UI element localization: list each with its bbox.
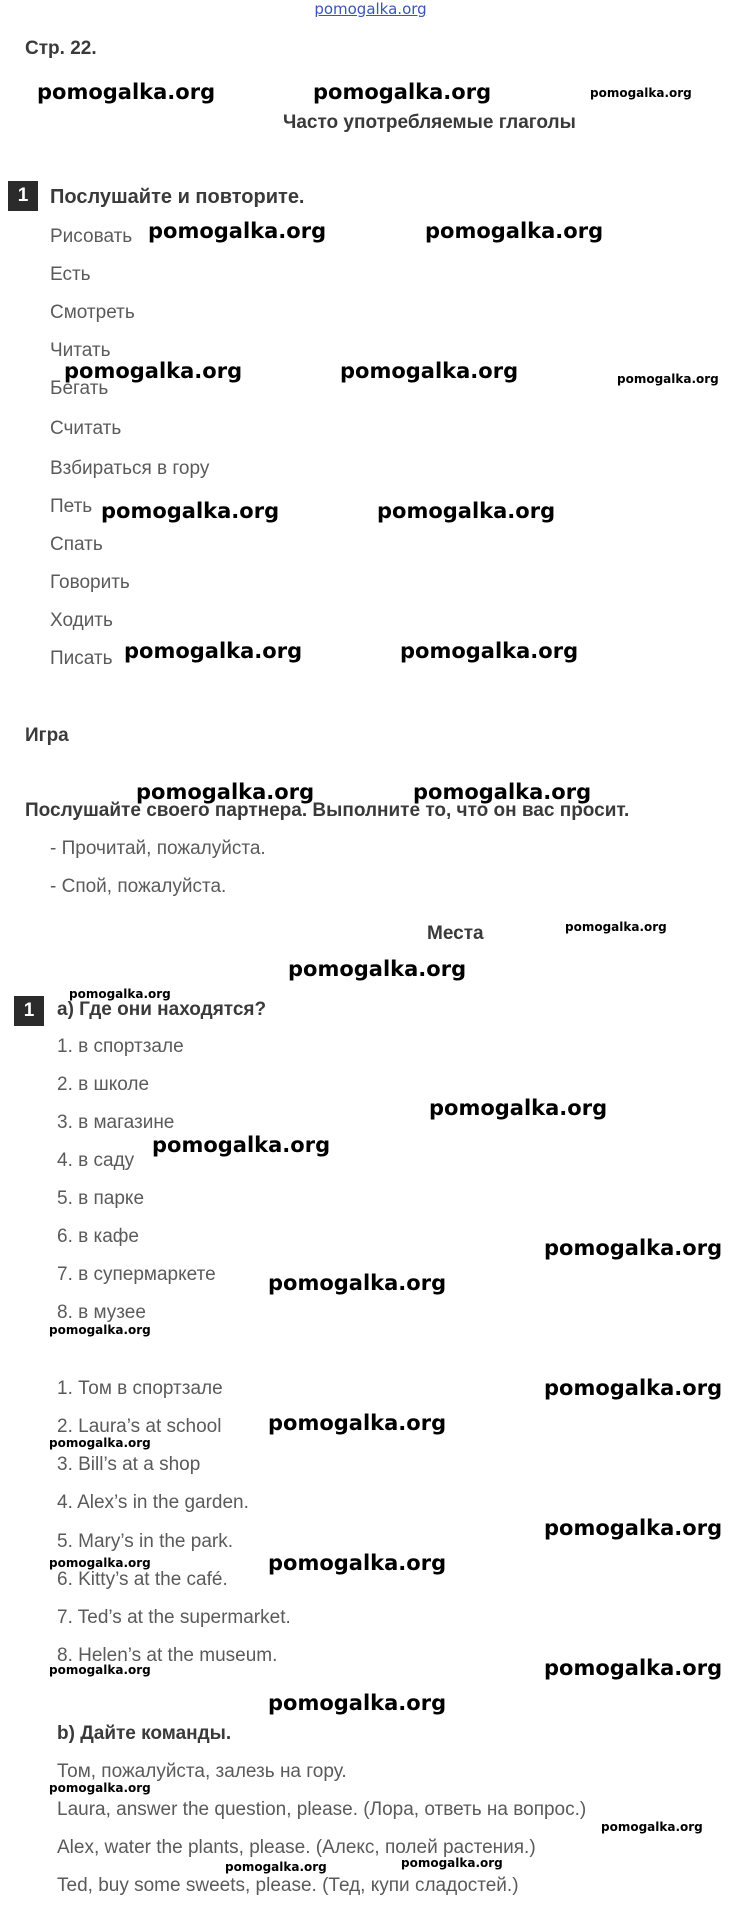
game-line: - Прочитай, пожалуйста. — [50, 838, 266, 859]
watermark: pomogalka.org — [268, 1691, 447, 1715]
exercise-number: 1 — [8, 181, 38, 211]
command-line: Laura, answer the question, please. (Лора, ответь на вопрос.) — [57, 1799, 587, 1820]
place-item: 2. в школе — [57, 1074, 150, 1095]
watermark: pomogalka.org — [124, 639, 303, 663]
watermark: pomogalka.org — [148, 219, 327, 243]
place-item: 3. в магазине — [57, 1112, 175, 1133]
place-item: 4. в саду — [57, 1150, 135, 1171]
watermark: pomogalka.org — [49, 1323, 151, 1337]
place-item: 6. в кафе — [57, 1226, 139, 1247]
verb-item: Есть — [50, 264, 91, 285]
verb-item: Говорить — [50, 572, 130, 593]
watermark: pomogalka.org — [101, 499, 280, 523]
verb-item: Рисовать — [50, 226, 133, 247]
watermark: pomogalka.org — [429, 1096, 608, 1120]
answer-item: 5. Mary’s in the park. — [57, 1531, 234, 1552]
verb-item: Считать — [50, 418, 122, 439]
command-line: Ted, buy some sweets, please. (Тед, купи сладостей.) — [57, 1875, 519, 1896]
exercise-instruction: Послушайте и повторите. — [50, 186, 305, 208]
verb-item: Взбираться в гору — [50, 458, 210, 479]
watermark: pomogalka.org — [544, 1516, 723, 1540]
watermark: pomogalka.org — [544, 1376, 723, 1400]
watermark: pomogalka.org — [288, 957, 467, 981]
watermark: pomogalka.org — [544, 1236, 723, 1260]
watermark: pomogalka.org — [49, 1556, 151, 1570]
place-item: 1. в спортзале — [57, 1036, 184, 1057]
watermark: pomogalka.org — [49, 1436, 151, 1450]
part-a-heading: а) Где они находятся? — [57, 999, 267, 1020]
watermark: pomogalka.org — [617, 372, 719, 386]
watermark: pomogalka.org — [136, 780, 315, 804]
watermark: pomogalka.org — [590, 86, 692, 100]
verb-item: Писать — [50, 648, 113, 669]
watermark: pomogalka.org — [64, 359, 243, 383]
verb-item: Петь — [50, 496, 93, 517]
part-b-heading: b) Дайте команды. — [57, 1723, 232, 1744]
watermark: pomogalka.org — [340, 359, 519, 383]
verb-item: Читать — [50, 340, 111, 361]
verb-item: Бегать — [50, 378, 109, 399]
watermark: pomogalka.org — [425, 219, 604, 243]
answer-item: 1. Том в спортзале — [57, 1378, 223, 1399]
watermark: pomogalka.org — [69, 987, 171, 1001]
watermark: pomogalka.org — [268, 1271, 447, 1295]
answer-item: 2. Laura’s at school — [57, 1416, 222, 1437]
game-line: - Спой, пожалуйста. — [50, 876, 227, 897]
verb-item: Спать — [50, 534, 103, 555]
answer-item: 3. Bill’s at a shop — [57, 1454, 201, 1475]
place-item: 8. в музее — [57, 1302, 146, 1323]
exercise-number: 1 — [14, 996, 44, 1026]
watermark: pomogalka.org — [37, 80, 216, 104]
watermark: pomogalka.org — [49, 1663, 151, 1677]
watermark: pomogalka.org — [413, 780, 592, 804]
watermark: pomogalka.org — [313, 80, 492, 104]
command-line: Том, пожалуйста, залезь на гору. — [57, 1761, 347, 1782]
watermark: pomogalka.org — [152, 1133, 331, 1157]
game-title: Игра — [25, 725, 69, 746]
watermark: pomogalka.org — [377, 499, 556, 523]
watermark: pomogalka.org — [225, 1860, 327, 1874]
section-title-verbs: Часто употребляемые глаголы — [283, 112, 576, 133]
answer-item: 8. Helen’s at the museum. — [57, 1645, 278, 1666]
answer-item: 4. Alex’s in the garden. — [57, 1492, 249, 1513]
answer-item: 7. Ted’s at the supermarket. — [57, 1607, 291, 1628]
watermark: pomogalka.org — [268, 1551, 447, 1575]
place-item: 5. в парке — [57, 1188, 145, 1209]
watermark: pomogalka.org — [544, 1656, 723, 1680]
verb-item: Смотреть — [50, 302, 135, 323]
watermark: pomogalka.org — [565, 920, 667, 934]
header-link[interactable]: pomogalka.org — [314, 0, 427, 18]
section-title-places: Места — [427, 923, 484, 944]
place-item: 7. в супермаркете — [57, 1264, 216, 1285]
watermark: pomogalka.org — [400, 639, 579, 663]
answer-item: 6. Kitty’s at the café. — [57, 1569, 228, 1590]
verb-item: Ходить — [50, 610, 113, 631]
watermark: pomogalka.org — [401, 1856, 503, 1870]
command-line: Alex, water the plants, please. (Алекс, полей растения.) — [57, 1837, 536, 1858]
watermark: pomogalka.org — [601, 1820, 703, 1834]
watermark: pomogalka.org — [268, 1411, 447, 1435]
game-instruction: Послушайте своего партнера. Выполните то, что он вас просит. — [25, 800, 630, 821]
watermark: pomogalka.org — [49, 1781, 151, 1795]
page-label: Стр. 22. — [25, 38, 97, 59]
